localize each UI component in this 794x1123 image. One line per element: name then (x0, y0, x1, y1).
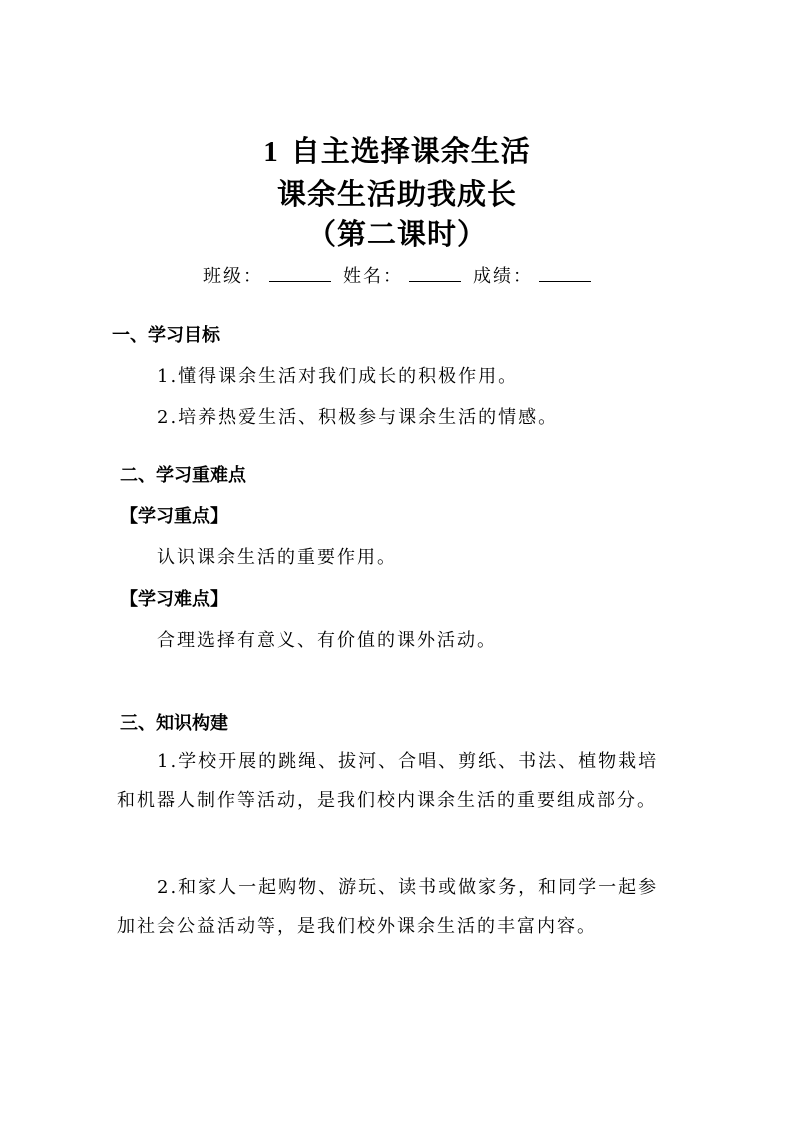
lesson-number: 1 (263, 136, 279, 168)
goal-item-2: 2.培养热爱生活、积极参与课余生活的情感。 (157, 407, 559, 428)
lesson-period: （第二课时） (306, 217, 487, 251)
name-label: 姓名： (343, 266, 403, 287)
score-label: 成绩： (473, 266, 533, 287)
lesson-subtitle: 课余生活助我成长 (276, 177, 517, 211)
key-points-heading: 二、学习重难点 (120, 465, 246, 486)
focus-text: 认识课余生活的重要作用。 (157, 547, 397, 568)
focus-label: 【学习重点】 (120, 506, 228, 527)
lesson-title (0, 129, 794, 170)
goals-heading: 一、学习目标 (112, 325, 220, 346)
score-blank[interactable] (539, 263, 591, 282)
class-label: 班级： (203, 266, 263, 287)
difficulty-label: 【学习难点】 (120, 589, 228, 610)
difficulty-text: 合理选择有意义、有价值的课外活动。 (157, 630, 497, 651)
knowledge-item-1: 1.学校开展的跳绳、拔河、合唱、剪纸、书法、植物栽培和机器人制作等活动，是我们校内课余生活的重要组成部分。 (117, 751, 659, 811)
class-blank[interactable] (269, 263, 331, 282)
goal-item-1: 1.懂得课余生活对我们成长的积极作用。 (157, 366, 519, 387)
lesson-title-text: 自主选择课余生活 (290, 134, 531, 168)
name-blank[interactable] (409, 263, 461, 282)
knowledge-item-2: 2.和家人一起购物、游玩、读书或做家务，和同学一起参加社会公益活动等，是我们校外课余生活的丰富内容。 (117, 877, 659, 937)
student-info-row (0, 262, 794, 288)
knowledge-heading: 三、知识构建 (120, 713, 228, 734)
